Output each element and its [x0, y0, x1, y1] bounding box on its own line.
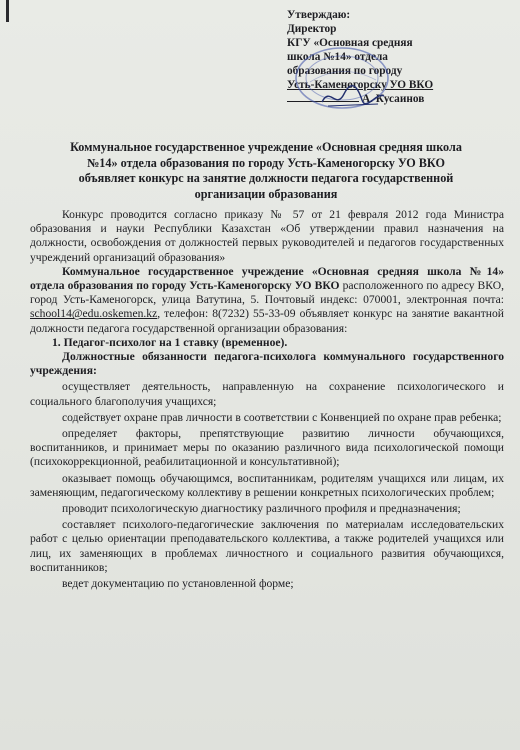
duty-item: проводит психологическую диагностику различного профиля и предназначения; — [62, 502, 461, 516]
paragraph-order-reference: Конкурс проводится согласно приказу № 57 от 21 февраля 2012 года Министра образования и науки Республики Казахстан «Об утверждении правил назначения на должности, освобождения от должностей первых руководителей и педагогов государственных учреждений организаций образования» — [30, 208, 504, 264]
school-name-bold: Коммунальное государственное учреждение «Основная средняя школа №14» отдела образования по городу Усть-Каменогорску УО ВКО — [30, 264, 504, 293]
heading-line-2: №14» отдела образования по городу Усть-Каменогорску УО ВКО — [87, 155, 445, 170]
approval-sign-row — [287, 92, 512, 106]
vacancy-item-1: 1. Педагог-психолог на 1 ставку (временное). — [52, 335, 288, 349]
announcement-heading — [36, 140, 496, 202]
duties-title: Должностные обязанности педагога-психолога коммунального государственного учреждения: — [30, 350, 504, 378]
approval-line-2: Директор — [287, 23, 337, 35]
approval-line-6: Усть-Каменогорску УО ВКО — [287, 79, 434, 91]
duty-item: оказывает помощь обучающимся, воспитанникам, родителям учащихся или лицам, их заменяющим, педагогическому коллективу в решении конкретных психологических проблем; — [30, 471, 504, 499]
approval-line-3: КГУ «Основная средняя — [287, 37, 413, 49]
approval-line-4: школа №14» отдела — [287, 51, 388, 63]
page-edge-mark — [6, 0, 9, 22]
duty-item: содействует охране прав личности в соответствии с Конвенцией по охране прав ребенка; — [62, 410, 502, 424]
heading-line-4: организации образования — [194, 186, 338, 201]
approval-line-1: Утверждаю: — [287, 9, 351, 21]
heading-line-3: объявляет конкурс на занятие должности педагога государственной — [78, 171, 454, 185]
duty-item: ведет документацию по установленной форме; — [62, 577, 294, 591]
director-name: А. Кусаинов — [362, 93, 425, 105]
paragraph-school-info — [30, 265, 504, 336]
duty-item: составляет психолого-педагогические заключения по материалам исследовательских работ с целью ориентации преподавательского коллектива, а также родителей учащихся или лиц, их заменяющих в проблемах личностного и социального развития обучающихся, воспитанников; — [30, 518, 504, 574]
phone-text: , телефон: 8(7232) 55-33-09 объявляет конкурс на занятие вакантной должности педагога государственной организации образования: — [30, 307, 504, 335]
approval-line-5: образования по городу — [287, 65, 403, 77]
email-link[interactable]: school14@edu.oskemen.kz — [30, 307, 158, 321]
duty-item: осуществляет деятельность, направленную на сохранение психологического и социального благополучия учащихся; — [30, 380, 504, 408]
document-body — [30, 208, 504, 591]
signature-line — [287, 101, 359, 102]
school-address-text: расположенного по адресу ВКО, город Усть-Каменогорск, улица Ватутина, 5. Почтовый индекс: 070001, электронная почта: — [30, 279, 505, 307]
heading-line-1: Коммунальное государственное учреждение «Основная средняя школа — [70, 140, 462, 154]
approval-block — [287, 8, 512, 106]
duty-item: определяет факторы, препятствующие развитию личности обучающихся, воспитанников, и принимает меры по оказанию различного вида психологической помощи (психокоррекционной, реабилитационной и консультативной); — [30, 427, 504, 469]
